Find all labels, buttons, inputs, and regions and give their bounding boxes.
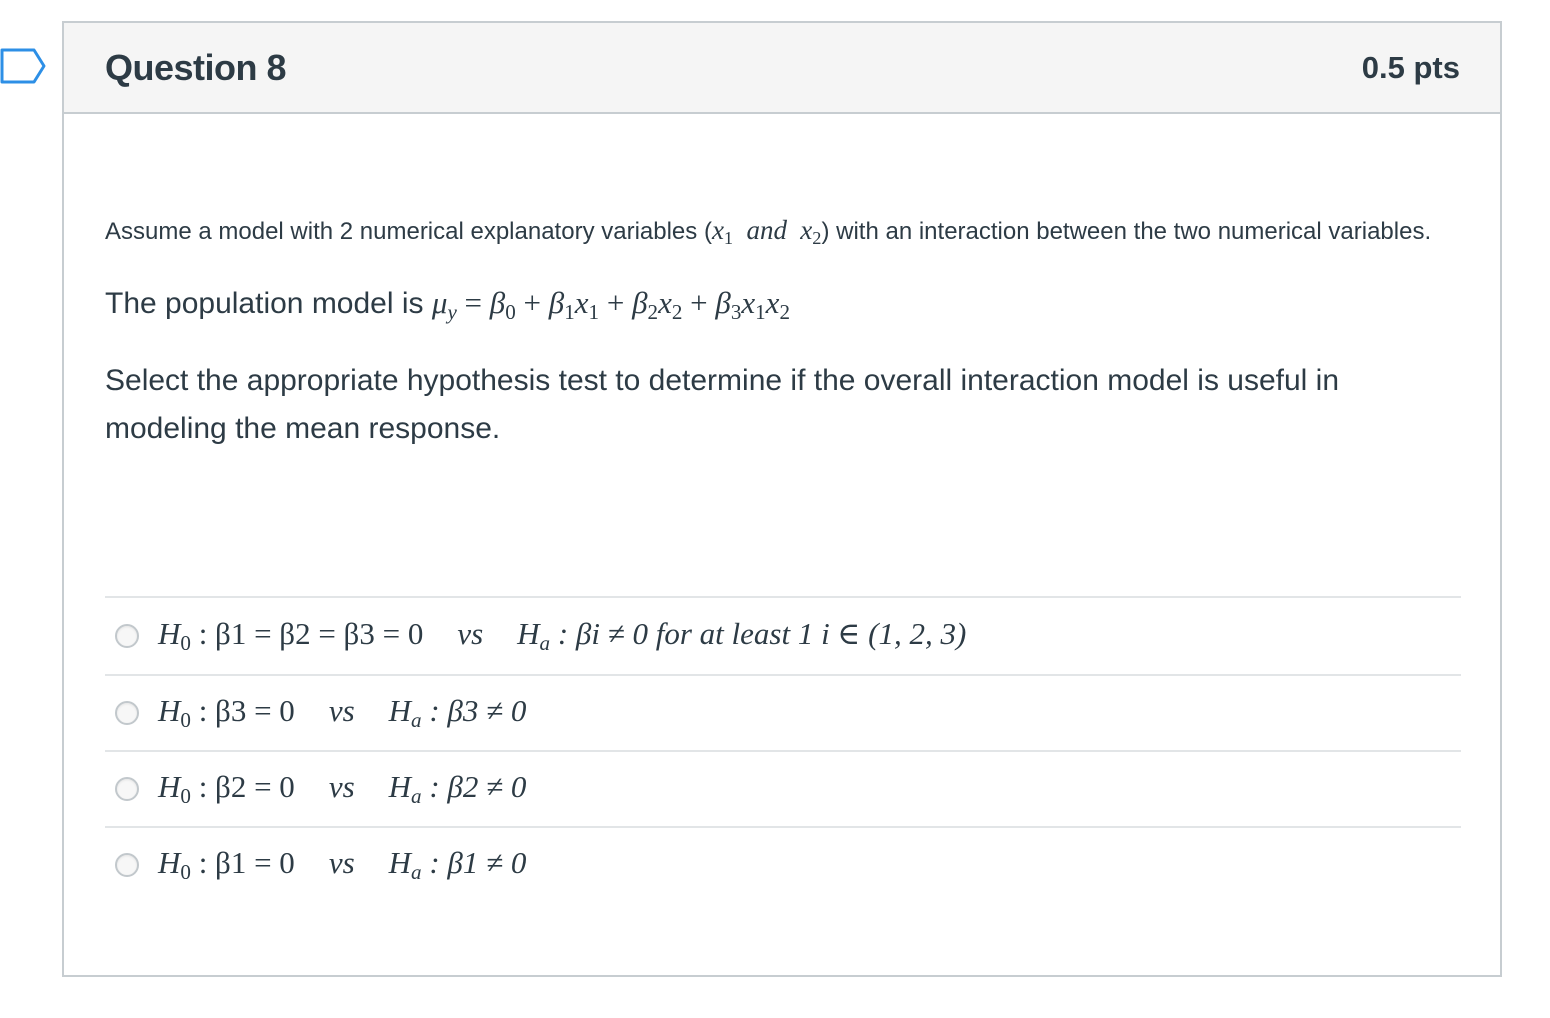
answer-option-4[interactable] — [105, 826, 1461, 902]
intro-x1: $x_1$ — [711, 215, 734, 249]
answer-text: $H_0$ : β1 = 0 vs Ha : β1 ≠ 0 — [158, 845, 527, 884]
population-model — [105, 281, 1460, 334]
question-body — [64, 206, 1500, 902]
intro-text-2: ) with an interaction between the two numerical variables. — [821, 218, 1432, 245]
answer-option-2[interactable] — [105, 674, 1461, 750]
radio-button[interactable] — [115, 701, 139, 725]
intro-text-1: Assume a model with 2 numerical explanatory variables ( — [105, 218, 712, 245]
question-prompt: Select the appropriate hypothesis test to determine if the overall interaction model is useful in modeling the mean response. — [105, 364, 1340, 446]
answer-text: $H_0$ : β2 = 0 vs Ha : β2 ≠ 0 — [158, 769, 527, 808]
question-header — [64, 23, 1500, 114]
population-formula: $\mu y = \beta_0 + \beta_1x_1 + \beta_2x_2 + \beta_3x_1x_2$ — [431, 285, 790, 325]
answer-text: $H_0$ : β1 = β2 = β3 = 0 vs Ha : βi ≠ 0 for at least 1 i ∈ (1, 2, 3) — [158, 616, 967, 655]
intro-x2: $x_2$ — [800, 215, 822, 249]
radio-button[interactable] — [115, 777, 139, 801]
answer-list — [105, 596, 1461, 902]
intro-and: and — [746, 215, 787, 245]
question-title: Question 8 — [105, 46, 287, 88]
radio-button[interactable] — [115, 624, 139, 648]
answer-option-3[interactable] — [105, 750, 1461, 826]
question-card — [62, 21, 1502, 977]
question-intro — [105, 206, 1445, 262]
answer-option-1[interactable] — [105, 596, 1461, 674]
population-label: The population model is — [105, 287, 432, 321]
radio-button[interactable] — [115, 853, 139, 877]
question-points: 0.5 pts — [1361, 49, 1460, 85]
flag-question-icon[interactable] — [0, 48, 46, 84]
answer-text: $H_0$ : β3 = 0 vs Ha : β3 ≠ 0 — [158, 693, 527, 732]
